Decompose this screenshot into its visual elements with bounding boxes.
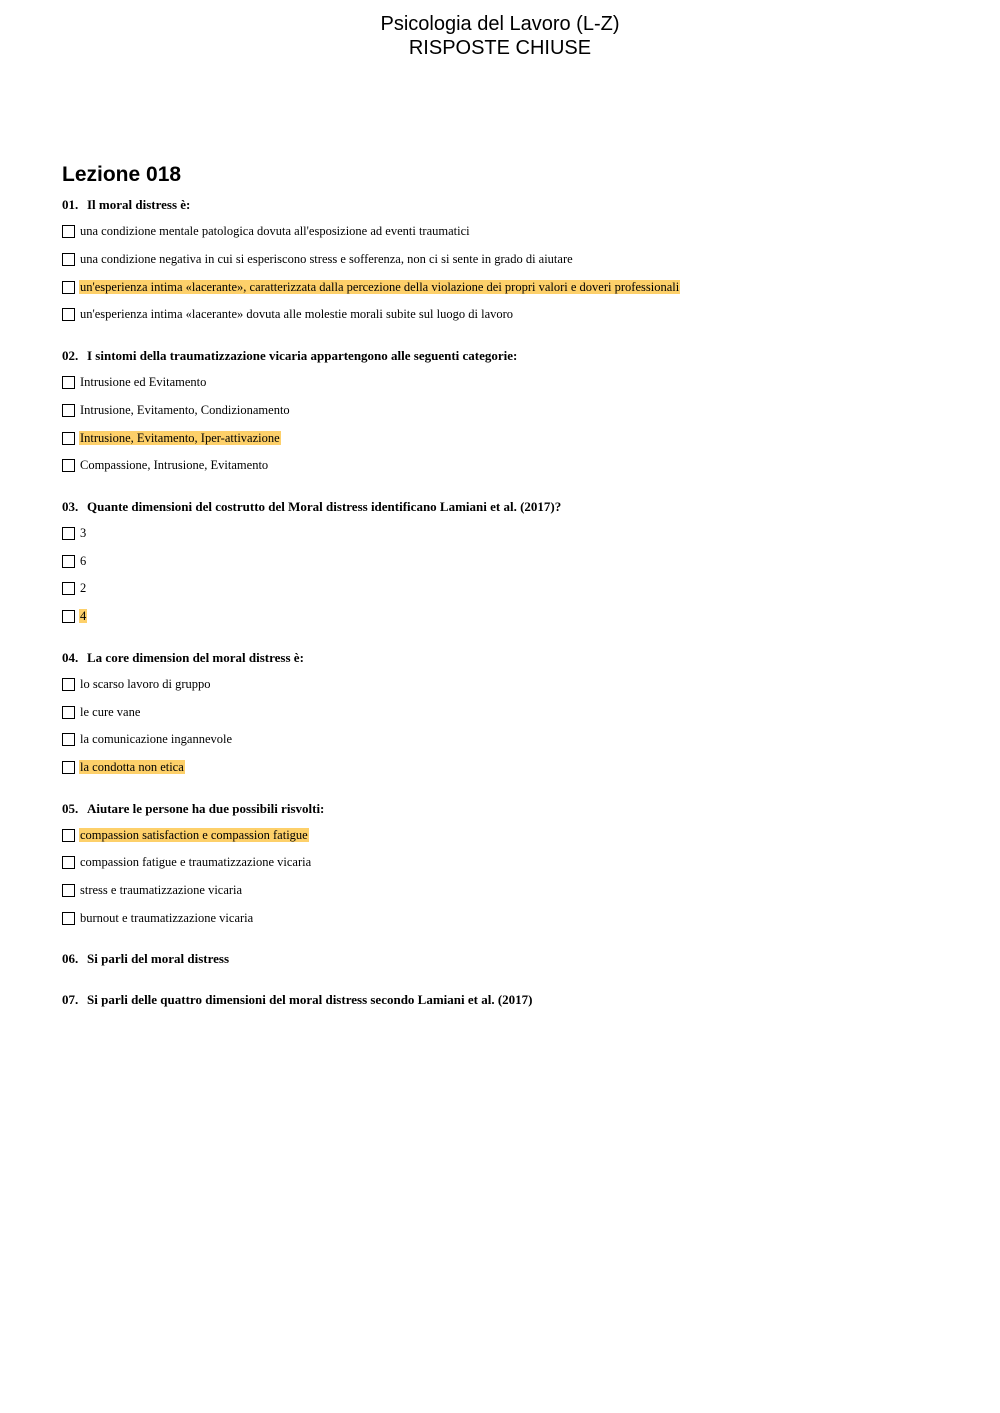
answer-option-correct — [62, 826, 309, 844]
checkbox[interactable] — [62, 610, 75, 623]
question-text: I sintomi della traumatizzazione vicaria appartengono alle seguenti categorie: — [87, 348, 518, 363]
answer-text-highlighted: 4 — [80, 609, 87, 623]
checkbox[interactable] — [62, 829, 75, 842]
checkbox[interactable] — [62, 527, 75, 540]
question-title — [62, 800, 324, 818]
checkbox[interactable] — [62, 761, 75, 774]
question-number: 01. — [62, 197, 79, 212]
checkbox[interactable] — [62, 225, 75, 238]
checkbox[interactable] — [62, 856, 75, 869]
answer-text: una condizione negativa in cui si esperiscono stress e sofferenza, non ci si sente in grado di aiutare — [80, 252, 573, 266]
answer-text: un'esperienza intima «lacerante» dovuta alle molestie morali subite sul luogo di lavoro — [80, 307, 514, 321]
answer-text: la comunicazione ingannevole — [80, 732, 233, 746]
checkbox[interactable] — [62, 253, 75, 266]
checkbox[interactable] — [62, 912, 75, 925]
answer-text: Compassione, Intrusione, Evitamento — [80, 458, 269, 472]
question-text: Aiutare le persone ha due possibili risvolti: — [87, 801, 325, 816]
question-number: 06. — [62, 951, 79, 966]
answer-option — [62, 305, 514, 323]
document-title: Psicologia del Lavoro (L-Z) — [380, 13, 620, 35]
answer-option-correct — [62, 429, 281, 447]
question-text: Si parli del moral distress — [87, 951, 230, 966]
answer-text: stress e traumatizzazione vicaria — [80, 883, 243, 897]
checkbox[interactable] — [62, 706, 75, 719]
answer-text: 3 — [80, 526, 87, 540]
answer-option — [62, 524, 87, 542]
question-text: Quante dimensioni del costrutto del Moral distress identificano Lamiani et al. (2017)? — [87, 499, 562, 514]
answer-option — [62, 250, 574, 268]
answer-text-highlighted: compassion satisfaction e compassion fatigue — [80, 828, 308, 842]
document-subtitle: RISPOSTE CHIUSE — [408, 37, 592, 59]
question-text: Il moral distress è: — [87, 197, 191, 212]
answer-option-correct — [62, 278, 680, 296]
checkbox[interactable] — [62, 432, 75, 445]
checkbox[interactable] — [62, 376, 75, 389]
answer-option-correct — [62, 607, 87, 625]
answer-text-highlighted: la condotta non etica — [80, 760, 184, 774]
question-title — [62, 649, 304, 667]
page-header — [0, 12, 1000, 60]
answer-text: Intrusione ed Evitamento — [80, 375, 207, 389]
checkbox[interactable] — [62, 555, 75, 568]
answer-option — [62, 456, 269, 474]
answer-option — [62, 675, 212, 693]
answer-text: Intrusione, Evitamento, Condizionamento — [80, 403, 290, 417]
checkbox[interactable] — [62, 582, 75, 595]
question-title — [62, 347, 517, 365]
question-title — [62, 196, 190, 214]
question-number: 04. — [62, 650, 79, 665]
answer-text: 6 — [80, 554, 87, 568]
question-number: 07. — [62, 992, 79, 1007]
checkbox[interactable] — [62, 459, 75, 472]
question-number: 03. — [62, 499, 79, 514]
checkbox[interactable] — [62, 308, 75, 321]
checkbox[interactable] — [62, 281, 75, 294]
question-number: 02. — [62, 348, 79, 363]
question-title — [62, 498, 561, 516]
lesson-title: Lezione 018 — [62, 163, 182, 186]
answer-text: le cure vane — [80, 705, 141, 719]
answer-text-highlighted: Intrusione, Evitamento, Iper-attivazione — [80, 431, 280, 445]
answer-option — [62, 373, 207, 391]
checkbox[interactable] — [62, 404, 75, 417]
answer-option — [62, 401, 291, 419]
question-text: Si parli delle quattro dimensioni del moral distress secondo Lamiani et al. (2017) — [87, 992, 533, 1007]
question-title — [62, 950, 229, 968]
question-title — [62, 991, 533, 1009]
answer-text: lo scarso lavoro di gruppo — [80, 677, 211, 691]
question-number: 05. — [62, 801, 79, 816]
answer-option — [62, 222, 471, 240]
answer-option-correct — [62, 758, 185, 776]
answer-text: burnout e traumatizzazione vicaria — [80, 911, 254, 925]
question-text: La core dimension del moral distress è: — [87, 650, 304, 665]
answer-option — [62, 881, 243, 899]
answer-option — [62, 730, 233, 748]
answer-option — [62, 853, 312, 871]
answer-option — [62, 909, 254, 927]
answer-text: compassion fatigue e traumatizzazione vicaria — [80, 855, 312, 869]
answer-text-highlighted: un'esperienza intima «lacerante», caratterizzata dalla percezione della violazione dei propri valori e doveri professionali — [80, 280, 680, 294]
answer-text: 2 — [80, 581, 87, 595]
checkbox[interactable] — [62, 884, 75, 897]
answer-option — [62, 552, 87, 570]
answer-option — [62, 579, 87, 597]
answer-text: una condizione mentale patologica dovuta all'esposizione ad eventi traumatici — [80, 224, 470, 238]
answer-option — [62, 703, 141, 721]
checkbox[interactable] — [62, 678, 75, 691]
checkbox[interactable] — [62, 733, 75, 746]
